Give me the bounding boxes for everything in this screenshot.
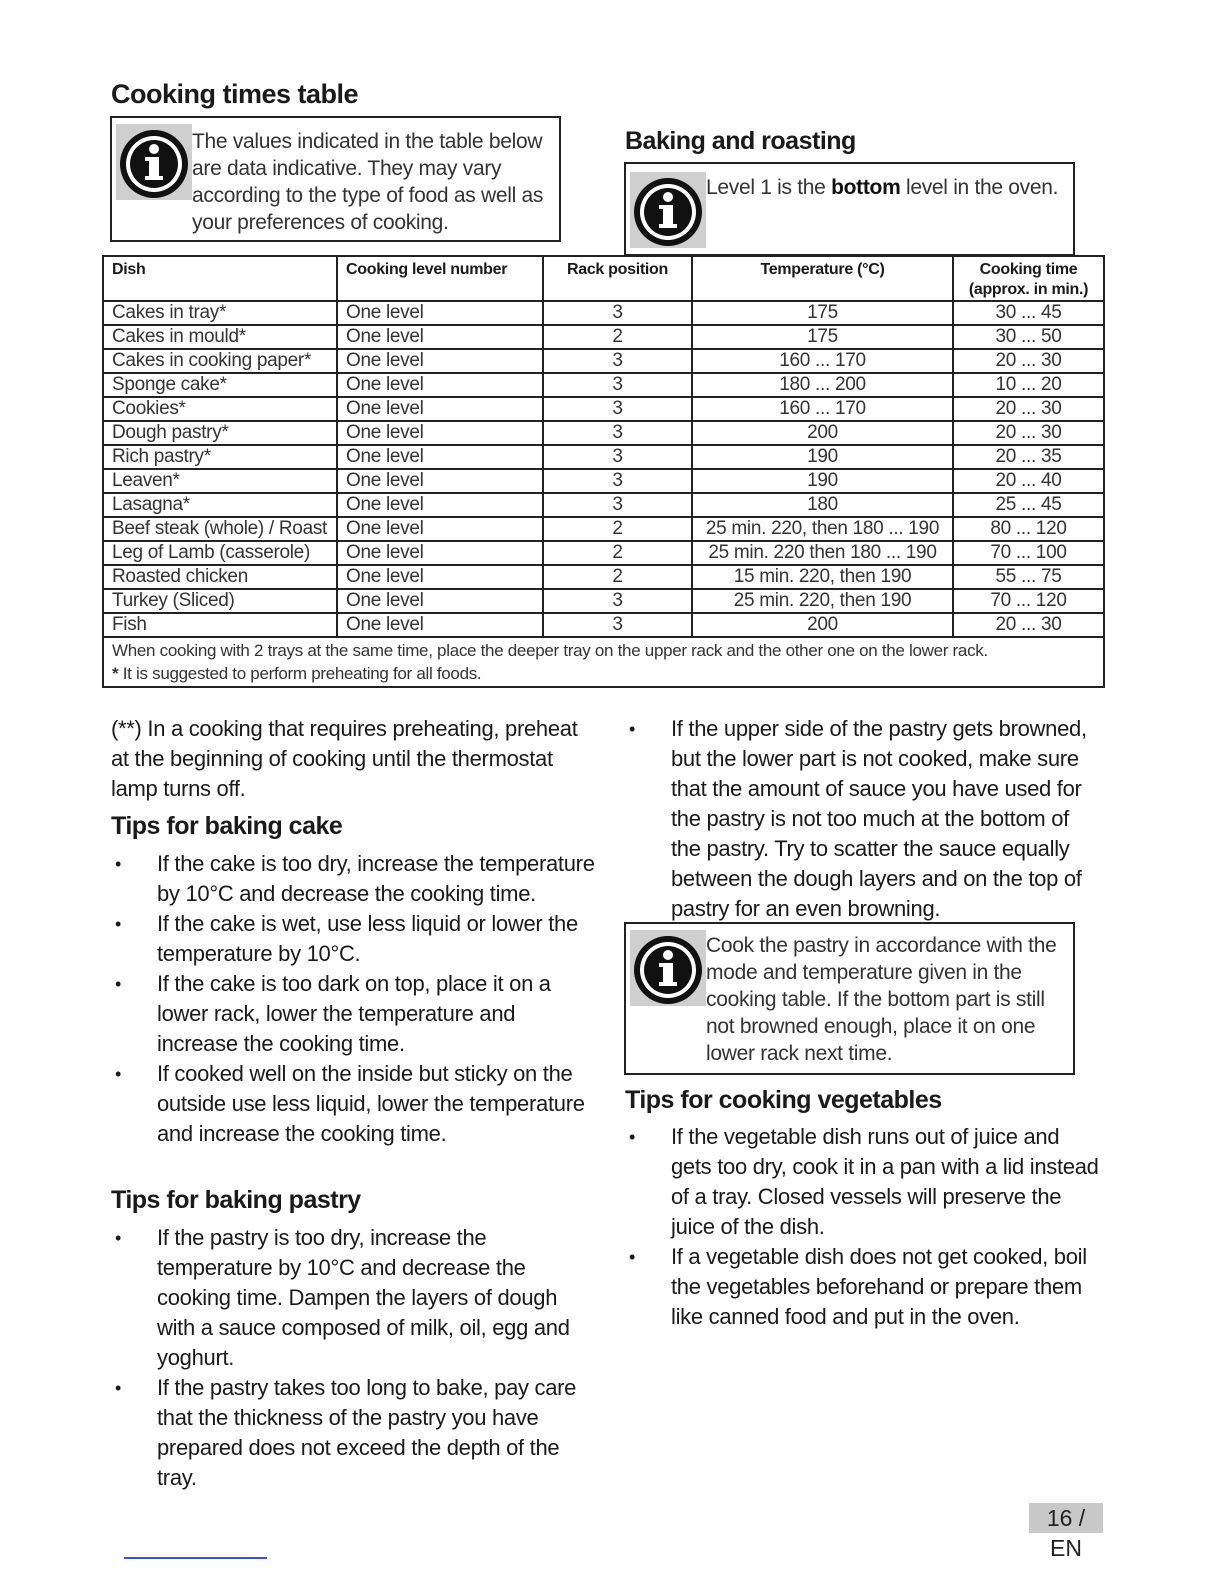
cell-dish: Cakes in mould* [103,325,337,349]
cell-temperature: 25 min. 220, then 190 [692,589,953,613]
table-row [103,493,1104,517]
cell-temperature: 180 ... 200 [692,373,953,397]
cell-rack: 3 [543,493,692,517]
cell-temperature: 175 [692,301,953,325]
info-icon [630,930,706,1006]
note-star: * [112,664,119,683]
cell-time: 30 ... 45 [953,301,1104,325]
table-row [103,421,1104,445]
cell-dish: Cakes in cooking paper* [103,349,337,373]
info-box-level [624,162,1075,256]
cell-temperature: 175 [692,325,953,349]
cell-dish: Fish [103,613,337,637]
bullet-icon: • [115,914,122,934]
note-preheat-text: It is suggested to perform preheating for all foods. [118,664,482,683]
cell-dish: Beef steak (whole) / Roast [103,517,337,541]
cell-level: One level [337,445,543,469]
tips-vegetables-heading: Tips for cooking vegetables [625,1086,942,1114]
level-text-bold: bottom [831,176,901,199]
list-item-text: If a vegetable dish does not get cooked, boil the vegetables beforehand or prepare them like canned food and put in the oven. [671,1244,1087,1329]
cell-dish: Rich pastry* [103,445,337,469]
table-note-trays: When cooking with 2 trays at the same time, place the deeper tray on the upper rack and the other one on the lower rack. [112,641,988,660]
cell-time: 70 ... 100 [953,541,1104,565]
cell-dish: Leaven* [103,469,337,493]
cell-level: One level [337,541,543,565]
table-note [103,637,1104,687]
list-item [625,1122,1100,1242]
cell-dish: Leg of Lamb (casserole) [103,541,337,565]
list-item [111,969,596,1059]
cell-level: One level [337,517,543,541]
table-header-row [103,256,1104,301]
cell-rack: 3 [543,349,692,373]
cell-level: One level [337,565,543,589]
info-icon [630,172,706,248]
cell-level: One level [337,469,543,493]
info-box-pastry-text: Cook the pastry in accordance with the mode and temperature given in the cooking table. If the bottom part is still not browned enough, place it on one lower rack next time. [706,934,1057,1065]
list-item [111,849,596,909]
table-row [103,469,1104,493]
table-note-row [103,637,1104,687]
cell-temperature: 190 [692,469,953,493]
bullet-icon: • [629,719,636,739]
page-number: 16 / EN [1029,1503,1103,1533]
bullet-icon: • [115,974,122,994]
cell-rack: 2 [543,541,692,565]
cell-level: One level [337,397,543,421]
cell-level: One level [337,493,543,517]
table-note-preheat [112,662,1095,685]
cell-rack: 2 [543,325,692,349]
list-item-text: If the cake is too dry, increase the temperature by 10°C and decrease the cooking time. [157,851,595,906]
list-item-text: If the vegetable dish runs out of juice and gets too dry, cook it in a pan with a lid instead of a tray. Closed vessels will preserve the juice of the dish. [671,1124,1099,1239]
table-row [103,517,1104,541]
cell-time: 20 ... 30 [953,421,1104,445]
tips-cake-heading: Tips for baking cake [111,812,343,840]
cell-rack: 2 [543,517,692,541]
cell-rack: 3 [543,373,692,397]
info-box-level-text [706,174,1066,201]
list-item-text: If the cake is wet, use less liquid or lower the temperature by 10°C. [157,911,578,966]
cell-time: 20 ... 30 [953,397,1104,421]
cell-time: 70 ... 120 [953,589,1104,613]
cell-time: 20 ... 30 [953,349,1104,373]
cell-dish: Roasted chicken [103,565,337,589]
table-row [103,373,1104,397]
cell-dish: Sponge cake* [103,373,337,397]
cell-dish: Cakes in tray* [103,301,337,325]
bullet-icon: • [629,1247,636,1267]
list-item [111,1223,586,1373]
cell-rack: 3 [543,301,692,325]
cell-level: One level [337,613,543,637]
level-text-before: Level 1 is the [706,176,832,199]
list-item [625,1242,1100,1332]
cell-rack: 3 [543,445,692,469]
list-item [111,909,596,969]
bullet-icon: • [115,854,122,874]
list-item-text: If the pastry takes too long to bake, pay care that the thickness of the pastry you have prepared does not exceed the depth of the tray. [157,1375,577,1490]
cell-temperature: 200 [692,613,953,637]
header-time-line2: (approx. in min.) [968,281,1089,298]
cell-rack: 3 [543,397,692,421]
table-row [103,565,1104,589]
cell-time: 20 ... 30 [953,613,1104,637]
cell-rack: 3 [543,613,692,637]
info-box-pastry [624,922,1075,1075]
cell-time: 30 ... 50 [953,325,1104,349]
cell-dish: Cookies* [103,397,337,421]
cell-level: One level [337,589,543,613]
cell-temperature: 200 [692,421,953,445]
preheat-note: (**) In a cooking that requires preheating, preheat at the beginning of cooking until the thermostat lamp turns off. [111,716,578,801]
cell-level: One level [337,301,543,325]
cell-temperature: 180 [692,493,953,517]
cell-time: 25 ... 45 [953,493,1104,517]
header-level: Cooking level number [337,256,543,301]
header-rack: Rack position [543,256,692,301]
page-title: Cooking times table [111,79,359,109]
header-time-line1: Cooking time [979,261,1078,278]
list-item [111,1059,596,1149]
cell-dish: Turkey (Sliced) [103,589,337,613]
table-row [103,301,1104,325]
cell-rack: 2 [543,565,692,589]
cell-temperature: 160 ... 170 [692,397,953,421]
bullet-icon: • [115,1064,122,1084]
list-item-text: If the pastry is too dry, increase the temperature by 10°C and decrease the cooking time. Dampen the layers of dough with a sauce composed of milk, oil, egg and yoghurt. [157,1225,570,1370]
tips-pastry-heading: Tips for baking pastry [111,1186,361,1214]
header-dish: Dish [103,256,337,301]
list-item [625,714,1095,924]
cell-temperature: 25 min. 220, then 180 ... 190 [692,517,953,541]
header-cooking-time [953,256,1104,301]
table-row [103,589,1104,613]
info-box-values [110,116,561,242]
cell-time: 55 ... 75 [953,565,1104,589]
tips-pastry-list [111,1223,586,1493]
footer-divider [124,1557,267,1559]
bullet-icon: • [629,1127,636,1147]
list-item [111,1373,586,1493]
cell-dish: Dough pastry* [103,421,337,445]
tips-vegetables-list [625,1122,1100,1332]
cell-dish: Lasagna* [103,493,337,517]
table-row [103,397,1104,421]
header-temperature: Temperature (°C) [692,256,953,301]
table-row [103,541,1104,565]
bullet-icon: • [115,1228,122,1248]
cooking-times-table [102,255,1105,688]
info-box-values-text: The values indicated in the table below are data indicative. They may vary according to the type of food as well as your preferences of cooking. [192,130,544,234]
cell-level: One level [337,373,543,397]
cell-temperature: 15 min. 220, then 190 [692,565,953,589]
cell-temperature: 190 [692,445,953,469]
cell-rack: 3 [543,421,692,445]
cell-time: 80 ... 120 [953,517,1104,541]
cell-time: 20 ... 40 [953,469,1104,493]
level-text-after: level in the oven. [900,176,1059,199]
cell-rack: 3 [543,589,692,613]
list-item-text: If the upper side of the pastry gets browned, but the lower part is not cooked, make sure that the amount of sauce you have used for the pastry is not too much at the bottom of the pastry. Try to scatter the sauce equally between the dough layers and on the top of pastry for an even browning. [671,716,1087,921]
bullet-icon: • [115,1378,122,1398]
cell-temperature: 160 ... 170 [692,349,953,373]
table-row [103,349,1104,373]
list-item-text: If the cake is too dark on top, place it on a lower rack, lower the temperature and increase the cooking time. [157,971,551,1056]
cell-time: 20 ... 35 [953,445,1104,469]
cell-level: One level [337,325,543,349]
pastry-right-list [625,714,1095,924]
table-row [103,325,1104,349]
cell-rack: 3 [543,469,692,493]
cell-level: One level [337,349,543,373]
baking-roasting-heading: Baking and roasting [625,127,856,155]
cell-temperature: 25 min. 220 then 180 ... 190 [692,541,953,565]
table-row [103,613,1104,637]
cell-time: 10 ... 20 [953,373,1104,397]
list-item-text: If cooked well on the inside but sticky on the outside use less liquid, lower the temperature and increase the cooking time. [157,1061,585,1146]
cell-level: One level [337,421,543,445]
info-icon [116,124,192,200]
table-row [103,445,1104,469]
tips-cake-list [111,849,596,1149]
